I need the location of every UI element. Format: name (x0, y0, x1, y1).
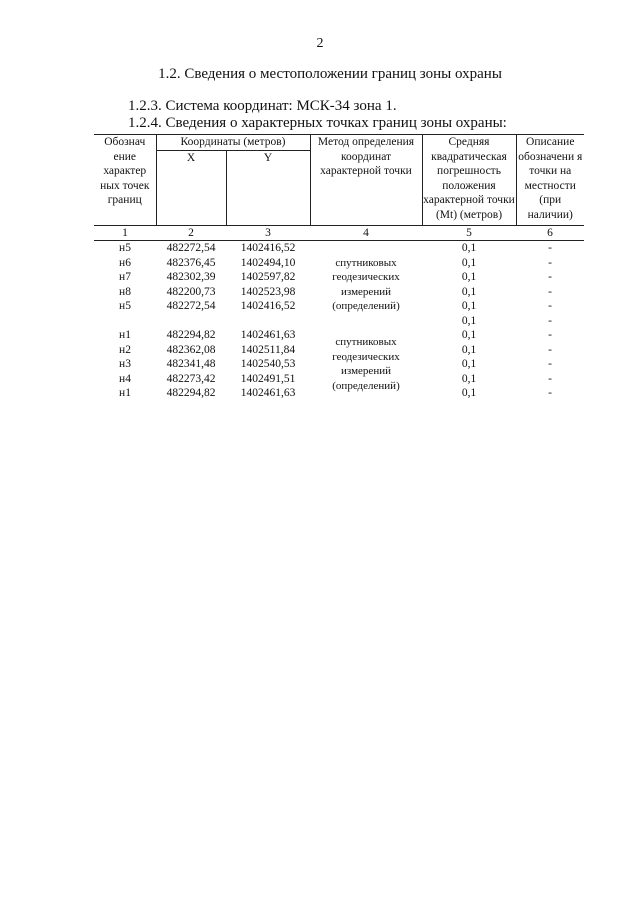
description-value: - (548, 329, 552, 341)
x-value: 482294,82 (166, 329, 216, 341)
description-value: - (548, 271, 552, 283)
column-number: 3 (226, 225, 310, 241)
error-value: 0,1 (461, 314, 477, 327)
point-id: н7 (119, 271, 131, 283)
x-value: 482273,42 (166, 372, 216, 385)
header-error: Средняя квадратическая погрешность положения характерной точки (Мt) (метров) (422, 135, 516, 226)
description-value: - (548, 314, 552, 327)
error-value: 0,1 (461, 285, 477, 298)
method-cell: спутниковых геодезических измерений (определений) (332, 336, 400, 392)
y-value: 1402511,84 (240, 343, 296, 356)
x-value: 482302,39 (166, 271, 216, 283)
error-value: 0,1 (461, 256, 477, 269)
y-value: 1402461,63 (240, 387, 296, 399)
y-value: 1402523,98 (240, 285, 296, 298)
point-id: н6 (119, 256, 131, 269)
error-value: 0,1 (461, 372, 477, 385)
description-value: - (548, 285, 552, 298)
point-id: н5 (119, 242, 131, 254)
point-id: н4 (119, 372, 131, 385)
description-value: - (548, 300, 552, 312)
method-cell: спутниковых геодезических измерений (определений) (332, 256, 400, 312)
column-number: 1 (94, 225, 156, 241)
y-value: 1402461,63 (240, 329, 296, 341)
point-id: н1 (119, 387, 131, 399)
y-value: 1402540,53 (240, 358, 296, 370)
table-row (94, 328, 584, 343)
x-value: 482376,45 (166, 256, 216, 269)
table-row (94, 241, 584, 256)
header-point-designation: Обознач ение характер ных точек границ (94, 135, 156, 226)
coordinates-table (94, 134, 584, 401)
error-value: 0,1 (461, 387, 477, 399)
y-value: 1402494,10 (240, 256, 296, 269)
x-value: 482362,08 (166, 343, 216, 356)
error-value: 0,1 (461, 343, 477, 356)
header-method: Метод определения координат характерной точки (310, 135, 422, 226)
error-value: 0,1 (461, 300, 477, 312)
header-y: Y (226, 150, 310, 225)
y-value: 1402416,52 (240, 242, 296, 254)
description-value: - (548, 387, 552, 399)
point-id: н1 (119, 329, 131, 341)
y-value: 1402416,52 (240, 300, 296, 312)
error-value: 0,1 (461, 242, 477, 254)
coordinate-system-line: 1.2.3. Система координат: МСК-34 зона 1. (128, 98, 397, 114)
description-value: - (548, 358, 552, 370)
description-value: - (548, 343, 552, 356)
column-number: 2 (156, 225, 226, 241)
column-number-row (94, 225, 584, 241)
point-id: н2 (119, 343, 131, 356)
error-value: 0,1 (461, 358, 477, 370)
y-value: 1402491,51 (240, 372, 296, 385)
column-number: 4 (310, 225, 422, 241)
x-value: 482200,73 (166, 285, 216, 298)
header-x: X (156, 150, 226, 225)
description-value: - (548, 242, 552, 254)
characteristic-points-line: 1.2.4. Сведения о характерных точках границ зоны охраны: (128, 115, 507, 131)
error-value: 0,1 (461, 329, 477, 341)
header-coordinates: Координаты (метров) (156, 135, 310, 151)
description-value: - (548, 256, 552, 269)
point-id: н8 (119, 285, 131, 298)
description-value: - (548, 372, 552, 385)
y-value: 1402597,82 (240, 271, 296, 283)
column-number: 6 (516, 225, 584, 241)
error-value: 0,1 (461, 271, 477, 283)
x-value: 482294,82 (166, 387, 216, 399)
point-id: н3 (119, 358, 131, 370)
x-value: 482341,48 (166, 358, 216, 370)
x-value: 482272,54 (166, 300, 216, 312)
header-description: Описание обозначени я точки на местности (при наличии) (516, 135, 584, 226)
column-number: 5 (422, 225, 516, 241)
page-number: 2 (316, 36, 324, 51)
section-title: 1.2. Сведения о местоположении границ зоны охраны (158, 66, 502, 82)
point-id: н5 (119, 300, 131, 312)
header-row (94, 135, 584, 151)
x-value: 482272,54 (166, 242, 216, 254)
